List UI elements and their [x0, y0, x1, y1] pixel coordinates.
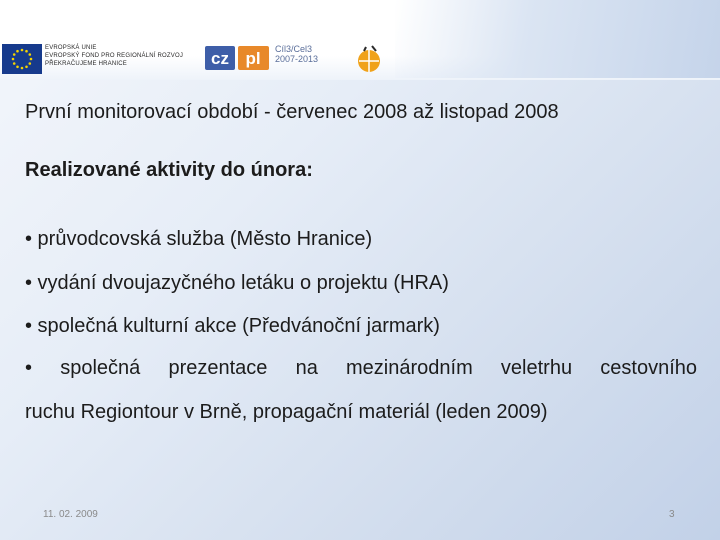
sun-logo-icon	[354, 44, 384, 74]
header-gradient	[395, 0, 720, 78]
svg-text:cz: cz	[211, 49, 229, 68]
program-line-2: 2007-2013	[275, 54, 319, 64]
eu-logo-text	[45, 44, 185, 68]
eu-logo-line-3: PŘEKRAČUJEME HRANICE	[45, 61, 128, 67]
program-logo-text	[275, 44, 325, 64]
eu-logo-line-1: EVROPSKÁ UNIE	[45, 45, 97, 51]
activities-heading: Realizované aktivity do února:	[25, 159, 313, 181]
program-line-1: Cíl3/Cel3	[275, 44, 313, 54]
header-band	[0, 0, 720, 80]
eu-flag-icon	[2, 44, 42, 74]
bullet-trade-fair: • společná prezentace na mezinárodním veletrhu cestovního	[25, 357, 697, 379]
czpl-logo	[205, 46, 269, 70]
eu-logo-line-2: EVROPSKÝ FOND PRO REGIONÁLNÍ ROZVOJ	[45, 53, 184, 59]
footer-date: 11. 02. 2009	[43, 509, 98, 520]
page-number: 3	[669, 509, 675, 520]
bullet-guide-service: • průvodcovská služba (Město Hranice)	[25, 228, 373, 250]
bullet-trade-fair-continued: ruchu Regiontour v Brně, propagační materiál (leden 2009)	[25, 401, 548, 423]
bullet-cultural-event: • společná kulturní akce (Předvánoční jarmark)	[25, 315, 440, 337]
monitoring-period-text: První monitorovací období - červenec 2008 až listopad 2008	[25, 101, 559, 123]
svg-text:pl: pl	[245, 49, 261, 68]
bullet-bilingual-leaflet: • vydání dvoujazyčného letáku o projektu (HRA)	[25, 272, 449, 294]
